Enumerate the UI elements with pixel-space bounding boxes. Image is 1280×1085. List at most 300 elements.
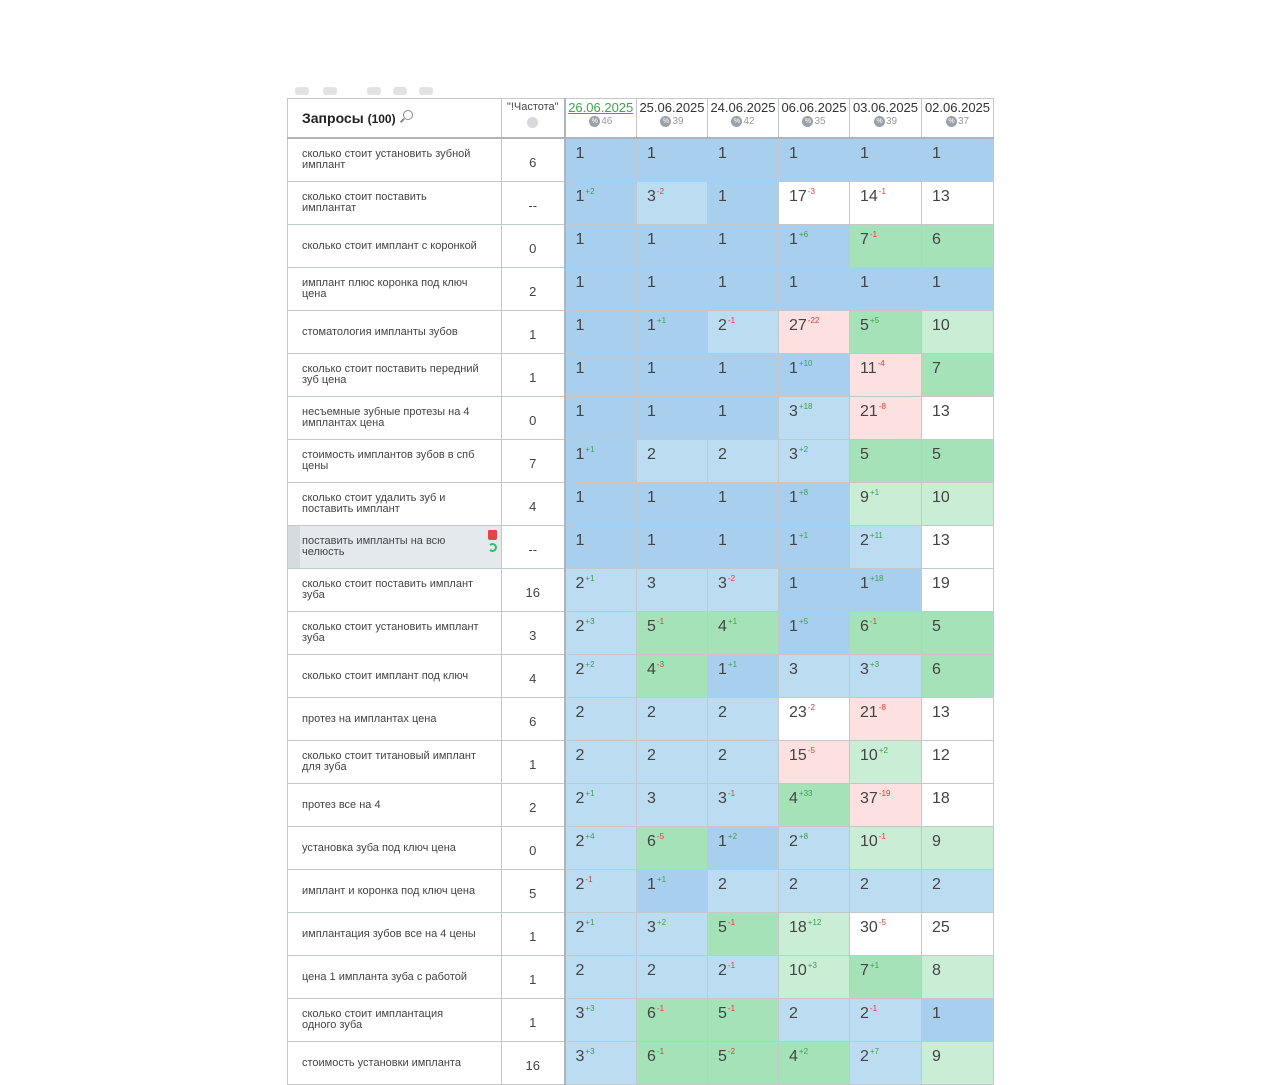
position-value: 1 [718,661,727,678]
position-cell[interactable] [922,311,994,354]
position-cell[interactable] [779,311,850,354]
table-row[interactable] [288,526,994,569]
position-cell[interactable] [565,612,637,655]
position-cell[interactable] [565,999,637,1042]
position-cell[interactable] [922,827,994,870]
position-cell[interactable] [565,956,637,999]
position-cell[interactable] [922,526,994,569]
position-cell[interactable] [850,870,922,913]
position-cell[interactable] [708,999,779,1042]
position-cell[interactable] [637,311,708,354]
refresh-icon[interactable] [488,543,497,552]
percent-icon: % [874,116,885,127]
position-cell[interactable] [922,999,994,1042]
position-cell[interactable] [565,225,637,268]
position-value: 1 [575,446,585,463]
position-cell[interactable] [565,483,637,526]
date-visibility: 39 [672,116,684,128]
position-delta: +8 [798,832,809,841]
position-cell[interactable] [637,526,708,569]
position-cell[interactable] [850,612,922,655]
position-value: 1 [789,575,798,592]
table-row[interactable] [288,784,994,827]
position-cell[interactable] [850,354,922,397]
position-cell[interactable] [565,741,637,784]
table-row[interactable] [288,397,994,440]
position-cell[interactable] [779,956,850,999]
position-cell[interactable] [708,784,779,827]
position-value: 1 [789,489,798,506]
position-cell[interactable] [708,268,779,311]
position-value: 1 [860,575,869,592]
position-cell[interactable] [565,913,637,956]
position-cell[interactable] [779,913,850,956]
position-cell[interactable] [779,999,850,1042]
toolbar-clock-icon[interactable] [393,87,407,95]
toolbar-share-icon[interactable] [323,87,337,95]
position-cell[interactable] [850,999,922,1042]
position-cell[interactable] [850,1042,922,1085]
percent-icon: % [589,116,600,127]
position-delta: +3 [585,617,595,626]
date-header[interactable] [922,99,994,139]
query-text: имплантация зубов все на 4 цены [302,927,476,940]
position-value: 2 [575,833,585,850]
position-cell[interactable] [922,784,994,827]
position-value: 1 [575,403,585,420]
position-cell[interactable] [779,182,850,225]
query-cell[interactable] [288,225,502,268]
position-cell[interactable] [922,225,994,268]
position-value: 1 [647,532,656,549]
table-row[interactable] [288,870,994,913]
position-cell[interactable] [708,956,779,999]
table-row[interactable] [288,182,994,225]
table-row[interactable] [288,311,994,354]
position-cell[interactable] [850,784,922,827]
position-cell[interactable] [565,1042,637,1085]
table-row[interactable] [288,1042,994,1085]
position-cell[interactable] [565,569,637,612]
position-cell[interactable] [708,397,779,440]
position-value: 1 [718,360,727,377]
position-cell[interactable] [922,956,994,999]
query-text: сколько стоит удалить зуб и поставить имплант [302,492,446,515]
position-cell[interactable] [637,827,708,870]
position-cell[interactable] [708,655,779,698]
position-value: 2 [718,747,727,764]
position-cell[interactable] [922,440,994,483]
position-delta: +2 [798,445,809,454]
position-cell[interactable] [922,483,994,526]
table-row[interactable] [288,225,994,268]
position-cell[interactable] [922,698,994,741]
position-delta: -8 [878,703,886,712]
frequency-header[interactable] [502,99,565,139]
table-row[interactable] [288,827,994,870]
table-row[interactable] [288,569,994,612]
position-cell[interactable] [779,138,850,182]
date-header[interactable] [565,99,637,139]
position-cell[interactable] [565,397,637,440]
position-cell[interactable] [850,440,922,483]
date-label[interactable]: 03.06.2025 [852,100,919,115]
position-cell[interactable] [637,354,708,397]
position-delta: -4 [877,359,885,368]
position-delta: +3 [585,1004,595,1013]
query-text: установка зуба под ключ цена [302,841,456,854]
position-value: 30 [860,919,878,936]
position-delta: -2 [656,187,665,196]
position-value: 10 [789,962,807,979]
position-value: 2 [575,919,585,936]
query-cell[interactable] [288,526,502,569]
position-delta: +5 [869,316,880,325]
position-delta: +2 [727,832,738,841]
position-cell[interactable] [779,870,850,913]
date-header[interactable] [850,99,922,139]
toolbar-export-icon[interactable] [419,87,433,95]
toolbar-eye-icon[interactable] [295,87,309,95]
position-value: 2 [860,1048,869,1065]
position-value: 5 [932,446,941,463]
query-cell[interactable] [288,612,502,655]
position-value: 2 [575,618,585,635]
position-cell[interactable] [565,870,637,913]
position-cell[interactable] [922,1042,994,1085]
query-text: имплант плюс коронка под ключ цена [302,277,468,300]
position-cell[interactable] [708,870,779,913]
header-row [288,99,994,139]
frequency-cell: 0 [502,225,565,268]
position-delta: -5 [807,746,815,755]
position-value: 4 [647,661,656,678]
position-cell[interactable] [637,999,708,1042]
query-cell[interactable] [288,311,502,354]
query-cell[interactable] [288,655,502,698]
date-label[interactable]: 26.06.2025 [568,100,634,115]
query-cell[interactable] [288,397,502,440]
position-value: 18 [789,919,807,936]
position-cell[interactable] [922,569,994,612]
position-value: 11 [860,360,877,377]
query-cell[interactable] [288,440,502,483]
date-label[interactable]: 06.06.2025 [781,100,847,115]
query-cell[interactable] [288,138,502,182]
position-value: 6 [860,618,869,635]
position-cell[interactable] [779,698,850,741]
position-cell[interactable] [637,440,708,483]
position-cell[interactable] [637,483,708,526]
position-cell[interactable] [708,225,779,268]
position-value: 3 [718,790,727,807]
position-cell[interactable] [708,698,779,741]
position-cell[interactable] [922,397,994,440]
table-row[interactable] [288,956,994,999]
query-cell[interactable] [288,182,502,225]
position-cell[interactable] [922,655,994,698]
position-cell[interactable] [779,354,850,397]
position-cell[interactable] [637,698,708,741]
position-value: 14 [860,188,878,205]
position-value: 2 [575,962,585,979]
position-cell[interactable] [565,138,637,182]
position-value: 9 [932,1048,941,1065]
position-value: 1 [647,360,656,377]
table-row[interactable] [288,741,994,784]
position-cell[interactable] [850,698,922,741]
position-value: 1 [647,231,656,248]
position-value: 1 [718,188,727,205]
position-value: 1 [647,403,656,420]
date-label[interactable]: 25.06.2025 [639,100,705,115]
position-cell[interactable] [779,225,850,268]
position-value: 9 [860,489,869,506]
table-row[interactable] [288,440,994,483]
position-cell[interactable] [922,354,994,397]
position-value: 5 [718,1048,727,1065]
query-text: несъемные зубные протезы на 4 имплантах цена [302,406,470,429]
table-row[interactable] [288,999,994,1042]
frequency-cell: 1 [502,913,565,956]
position-cell[interactable] [922,870,994,913]
position-cell[interactable] [850,569,922,612]
table-row[interactable] [288,354,994,397]
position-cell[interactable] [565,655,637,698]
query-cell[interactable] [288,354,502,397]
query-text: сколько стоит имплантация одного зуба [302,1008,444,1031]
position-cell[interactable] [565,311,637,354]
position-cell[interactable] [779,784,850,827]
position-value: 2 [647,747,656,764]
position-delta: -22 [807,316,820,325]
query-text: цена 1 импланта зуба с работой [302,970,467,983]
position-value: 13 [932,704,950,721]
toolbar-grid-icon[interactable] [367,87,381,95]
position-cell[interactable] [779,1042,850,1085]
position-cell[interactable] [850,913,922,956]
query-cell[interactable] [288,956,502,999]
position-value: 2 [575,747,585,764]
table-row[interactable] [288,138,994,182]
position-cell[interactable] [850,268,922,311]
position-value: 2 [789,1005,798,1022]
table-row[interactable] [288,655,994,698]
position-cell[interactable] [637,138,708,182]
position-cell[interactable] [922,182,994,225]
position-delta: +18 [869,574,884,583]
position-cell[interactable] [708,827,779,870]
position-value: 2 [860,876,869,893]
position-cell[interactable] [565,698,637,741]
table-row[interactable] [288,612,994,655]
position-cell[interactable] [565,526,637,569]
position-value: 9 [932,833,941,850]
position-cell[interactable] [779,612,850,655]
position-cell[interactable] [637,956,708,999]
position-cell[interactable] [850,311,922,354]
position-cell[interactable] [708,913,779,956]
position-delta: +1 [585,574,595,583]
position-cell[interactable] [850,397,922,440]
date-visibility: 46 [601,116,613,128]
position-cell[interactable] [565,827,637,870]
position-cell[interactable] [637,870,708,913]
position-value: 5 [718,919,727,936]
position-cell[interactable] [850,483,922,526]
position-cell[interactable] [922,268,994,311]
query-cell[interactable] [288,784,502,827]
position-cell[interactable] [637,225,708,268]
position-delta: -19 [878,789,891,798]
table-row[interactable] [288,698,994,741]
position-delta: -3 [656,660,665,669]
query-text: сколько стоит поставить имплантат [302,191,427,214]
position-value: 3 [647,919,656,936]
queries-header[interactable] [288,99,502,139]
position-delta: +2 [656,918,667,927]
position-cell[interactable] [708,311,779,354]
trash-icon[interactable] [488,530,497,540]
query-cell[interactable] [288,827,502,870]
position-delta: +33 [798,789,813,798]
position-value: 13 [932,188,950,205]
position-cell[interactable] [708,182,779,225]
position-value: 12 [932,747,950,764]
position-delta: +2 [878,746,888,755]
query-cell[interactable] [288,569,502,612]
position-cell[interactable] [565,354,637,397]
position-cell[interactable] [708,138,779,182]
date-label[interactable]: 02.06.2025 [924,100,991,115]
query-text: стоимость имплантов зубов в спб цены [302,449,475,472]
position-cell[interactable] [708,1042,779,1085]
position-cell[interactable] [637,268,708,311]
position-value: 23 [789,704,807,721]
date-label[interactable]: 24.06.2025 [710,100,776,115]
position-value: 2 [647,446,656,463]
query-cell[interactable] [288,913,502,956]
position-value: 2 [718,446,727,463]
table-row[interactable] [288,913,994,956]
position-delta: -1 [878,187,886,196]
position-cell[interactable] [922,741,994,784]
date-header[interactable] [637,99,708,139]
position-cell[interactable] [922,138,994,182]
position-value: 17 [789,188,807,205]
position-cell[interactable] [779,827,850,870]
query-cell[interactable] [288,698,502,741]
position-cell[interactable] [850,827,922,870]
position-cell[interactable] [637,784,708,827]
frequency-cell: 6 [502,138,565,182]
position-cell[interactable] [922,913,994,956]
position-cell[interactable] [708,612,779,655]
position-cell[interactable] [779,526,850,569]
date-header[interactable] [708,99,779,139]
position-delta: +1 [656,875,667,884]
position-delta: +1 [727,660,738,669]
position-cell[interactable] [708,741,779,784]
position-cell[interactable] [779,483,850,526]
date-header[interactable] [779,99,850,139]
position-cell[interactable] [565,440,637,483]
position-cell[interactable] [850,182,922,225]
position-delta: -1 [727,1004,736,1013]
position-cell[interactable] [779,569,850,612]
position-cell[interactable] [637,397,708,440]
position-value: 37 [860,790,878,807]
position-cell[interactable] [779,655,850,698]
position-value: 7 [932,360,941,377]
position-delta: +2 [798,1047,809,1056]
frequency-cell: 4 [502,483,565,526]
position-cell[interactable] [637,182,708,225]
search-icon[interactable] [403,110,413,120]
position-cell[interactable] [850,526,922,569]
table-row[interactable] [288,483,994,526]
position-cell[interactable] [637,1042,708,1085]
query-cell[interactable] [288,268,502,311]
query-text: сколько стоит поставить имплант зуба [302,578,474,601]
position-cell[interactable] [565,784,637,827]
position-cell[interactable] [850,225,922,268]
query-cell[interactable] [288,741,502,784]
query-cell[interactable] [288,999,502,1042]
position-delta: -1 [878,832,886,841]
position-cell[interactable] [922,612,994,655]
position-value: 1 [718,403,727,420]
position-cell[interactable] [779,440,850,483]
position-value: 1 [647,145,656,162]
position-cell[interactable] [565,268,637,311]
position-cell[interactable] [708,483,779,526]
position-value: 3 [789,661,798,678]
position-value: 21 [860,403,878,420]
position-cell[interactable] [779,268,850,311]
query-text: протез все на 4 [302,798,381,811]
position-cell[interactable] [850,741,922,784]
position-cell[interactable] [637,913,708,956]
position-cell[interactable] [850,138,922,182]
position-cell[interactable] [637,655,708,698]
position-cell[interactable] [850,655,922,698]
frequency-cell: 2 [502,268,565,311]
position-delta: -5 [878,918,886,927]
position-cell[interactable] [779,397,850,440]
query-cell[interactable] [288,870,502,913]
position-cell[interactable] [850,956,922,999]
position-cell[interactable] [637,612,708,655]
position-delta: -1 [869,230,878,239]
table-row[interactable] [288,268,994,311]
query-cell[interactable] [288,1042,502,1085]
position-cell[interactable] [708,526,779,569]
position-cell[interactable] [637,741,708,784]
position-cell[interactable] [708,354,779,397]
position-delta: +4 [585,832,595,841]
position-cell[interactable] [779,741,850,784]
position-delta: -3 [807,187,815,196]
position-value: 1 [789,231,798,248]
query-cell[interactable] [288,483,502,526]
frequency-cell: 1 [502,354,565,397]
position-cell[interactable] [565,182,637,225]
query-text: сколько стоит имплант с коронкой [302,239,477,252]
position-cell[interactable] [637,569,708,612]
position-cell[interactable] [708,440,779,483]
position-cell[interactable] [708,569,779,612]
